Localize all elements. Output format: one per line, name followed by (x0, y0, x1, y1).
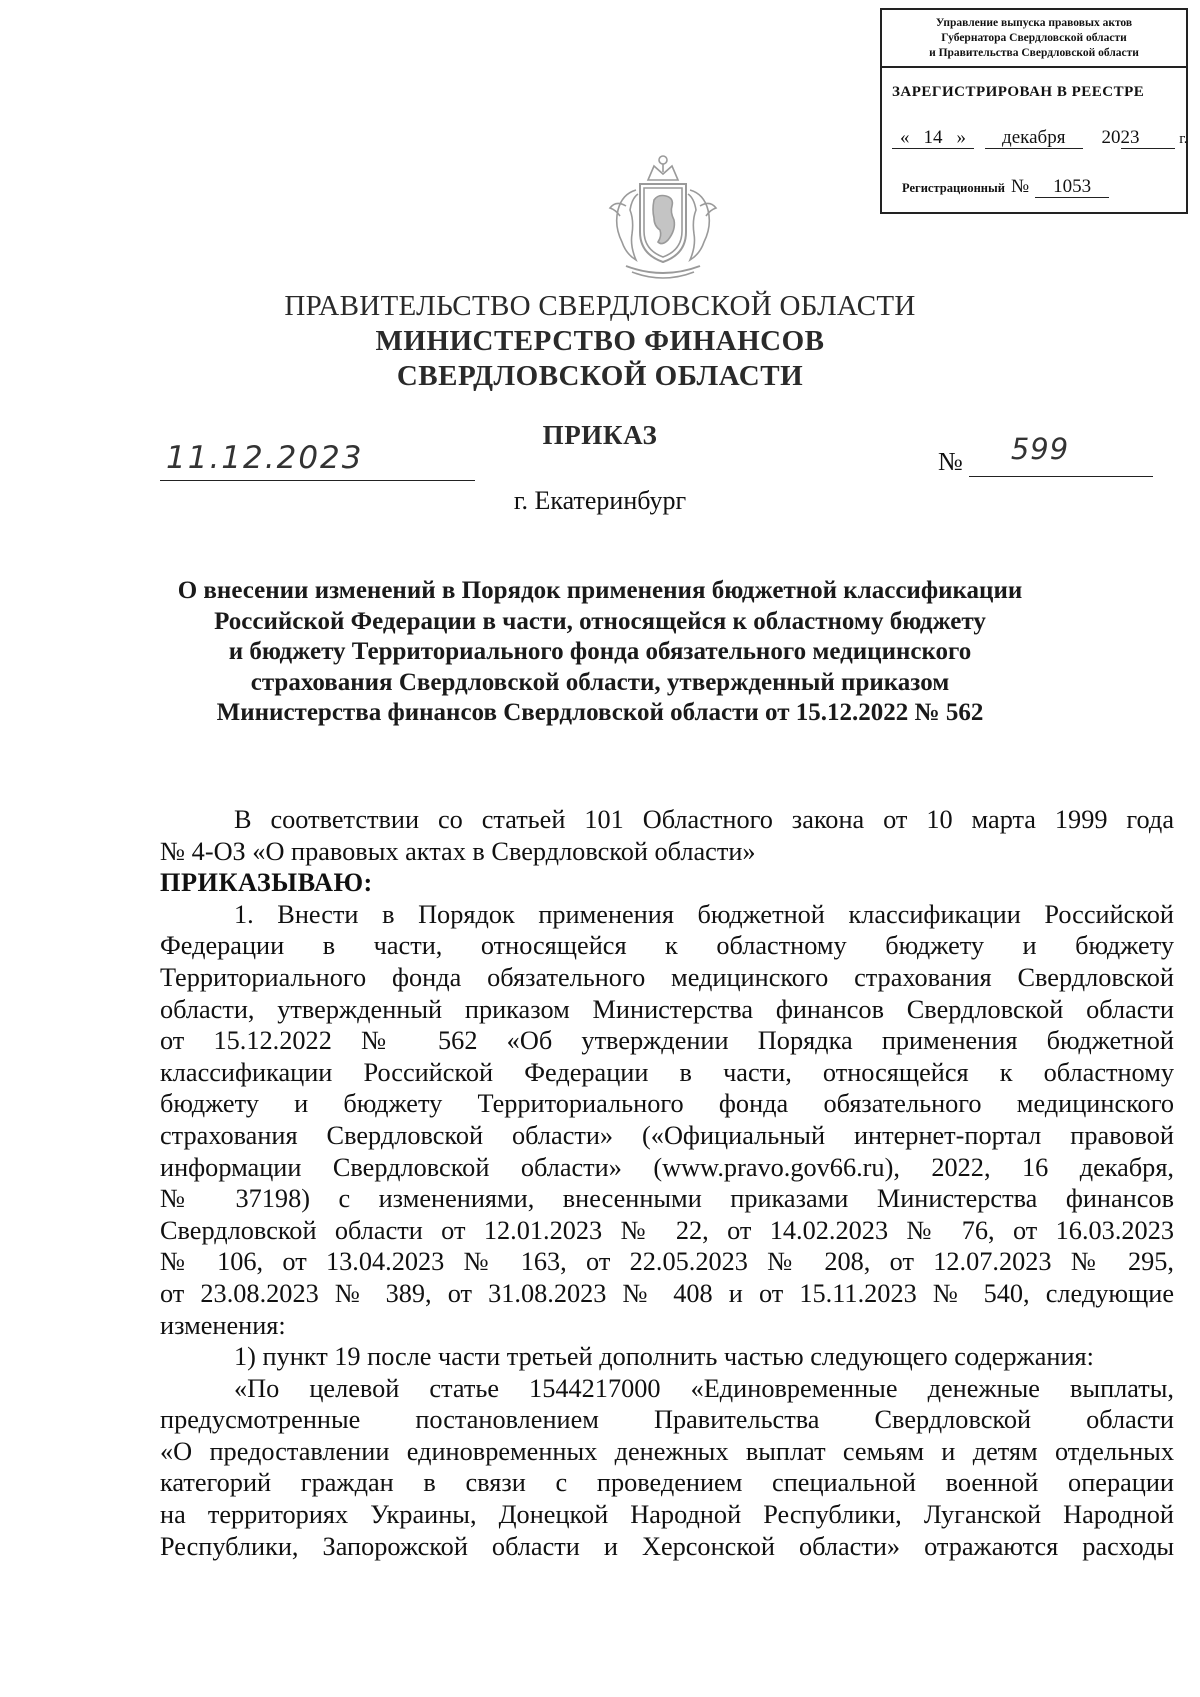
body-line: 1. Внести в Порядок применения бюджетной классификации Российской (234, 899, 1174, 929)
stamp-date (892, 127, 1187, 149)
government-heading: ПРАВИТЕЛЬСТВО СВЕРДЛОВСКОЙ ОБЛАСТИ (284, 290, 916, 322)
body-line: страхования Свердловской области» («Официальный интернет-портал правовой (160, 1120, 1174, 1150)
title-line: страхования Свердловской области, утвержденный приказом (250, 668, 950, 696)
stamp-header (882, 10, 1186, 68)
body-line: Федерации в части, относящейся к областному бюджету и бюджету (160, 931, 1174, 961)
body-line: бюджету и бюджету Территориального фонда обязательного медицинского (160, 1089, 1174, 1119)
body-line: 1) пункт 19 после части третьей дополнить частью следующего содержания: (234, 1342, 1094, 1372)
order-number-sign: № (938, 447, 963, 476)
stamp-reg-number-value: 1053 (1035, 177, 1109, 198)
title-line: и бюджету Территориального фонда обязательного медицинского (228, 638, 972, 665)
document-body (160, 804, 1174, 1562)
order-number-line (969, 432, 1153, 477)
stamp-day-value: 14 (923, 127, 943, 148)
order-number-field (938, 432, 1153, 477)
body-line: области, утвержденный приказом Министерства финансов Свердловской области (160, 994, 1174, 1024)
order-date-field (160, 440, 475, 481)
stamp-date-month: декабря (985, 128, 1083, 149)
registry-stamp (880, 8, 1188, 214)
document-title (100, 576, 1100, 729)
body-line: «О предоставлении единовременных денежных выплат семьям и детям отдельных (160, 1436, 1174, 1466)
title-line: О внесении изменений в Порядок применения бюджетной классификации (177, 577, 1023, 604)
order-date-handwritten: 11.12.2023 (166, 440, 364, 476)
stamp-date-year-prefix: 20 (1101, 127, 1121, 148)
body-line: Республики, Запорожской области и Херсонской области» отражаются расходы (160, 1531, 1174, 1561)
city-label: г. Екатеринбург (513, 486, 687, 515)
title-line: Российской Федерации в части, относящейся к областному бюджету (214, 607, 986, 635)
body-line: на территориях Украины, Донецкой Народной Республики, Луганской Народной (160, 1500, 1174, 1530)
document-type-heading: ПРИКАЗ (542, 420, 658, 450)
body-line: № 106, от 13.04.2023 № 163, от 22.05.2023 № 208, от 12.07.2023 № 295, (160, 1247, 1174, 1277)
body-line: Свердловской области от 12.01.2023 № 22, от 14.02.2023 № 76, от 16.03.2023 (160, 1215, 1174, 1245)
body-line: категорий граждан в связи с проведением специальной военной операции (160, 1468, 1174, 1498)
stamp-reg-label: Регистрационный (902, 181, 1005, 195)
body-line: классификации Российской Федерации в части, относящейся к областному (160, 1057, 1174, 1087)
body-line: предусмотренные постановлением Правительства Свердловской области (160, 1405, 1174, 1435)
stamp-header-line: Управление выпуска правовых актов (935, 16, 1133, 29)
order-number-handwritten: 599 (1010, 432, 1070, 466)
stamp-number-sign: № (1010, 176, 1030, 197)
body-line: № 4-ОЗ «О правовых актах в Свердловской области» (160, 836, 756, 866)
stamp-date-year-suffix: 23 (1121, 128, 1175, 149)
region-heading: СВЕРДЛОВСКОЙ ОБЛАСТИ (396, 360, 804, 392)
stamp-date-day: « 14 » (892, 128, 974, 149)
body-line: № 37198) с изменениями, внесенными приказами Министерства финансов (160, 1184, 1174, 1214)
body-line: информации Свердловской области» (www.pravo.gov66.ru), 2022, 16 декабря, (160, 1152, 1174, 1182)
body-line: «По целевой статье 1544217000 «Единовременные денежные выплаты, (234, 1373, 1174, 1403)
sverdlovsk-coat-of-arms-icon (596, 150, 730, 284)
order-keyword: ПРИКАЗЫВАЮ: (160, 868, 373, 898)
body-line: В соответствии со статьей 101 Областного закона от 10 марта 1999 года (234, 805, 1174, 834)
ministry-heading: МИНИСТЕРСТВО ФИНАНСОВ (375, 325, 825, 357)
body-line: от 23.08.2023 № 389, от 31.08.2023 № 408 и от 15.11.2023 № 540, следующие (160, 1278, 1174, 1308)
title-line: Министерства финансов Свердловской области от 15.12.2022 № 562 (216, 699, 984, 726)
body-line: от 15.12.2022 № 562 «Об утверждении Порядка применения бюджетной (160, 1026, 1174, 1056)
stamp-header-line: Губернатора Свердловской области (941, 31, 1127, 44)
body-line: изменения: (160, 1310, 286, 1340)
stamp-registered-label: ЗАРЕГИСТРИРОВАН В РЕЕСТРЕ (892, 84, 1145, 100)
stamp-reg-number (902, 176, 1109, 198)
body-line: Территориального фонда обязательного медицинского страхования Свердловской (160, 962, 1174, 992)
stamp-header-line: и Правительства Свердловской области (929, 46, 1139, 59)
stamp-date-year-unit: г. (1179, 131, 1188, 147)
